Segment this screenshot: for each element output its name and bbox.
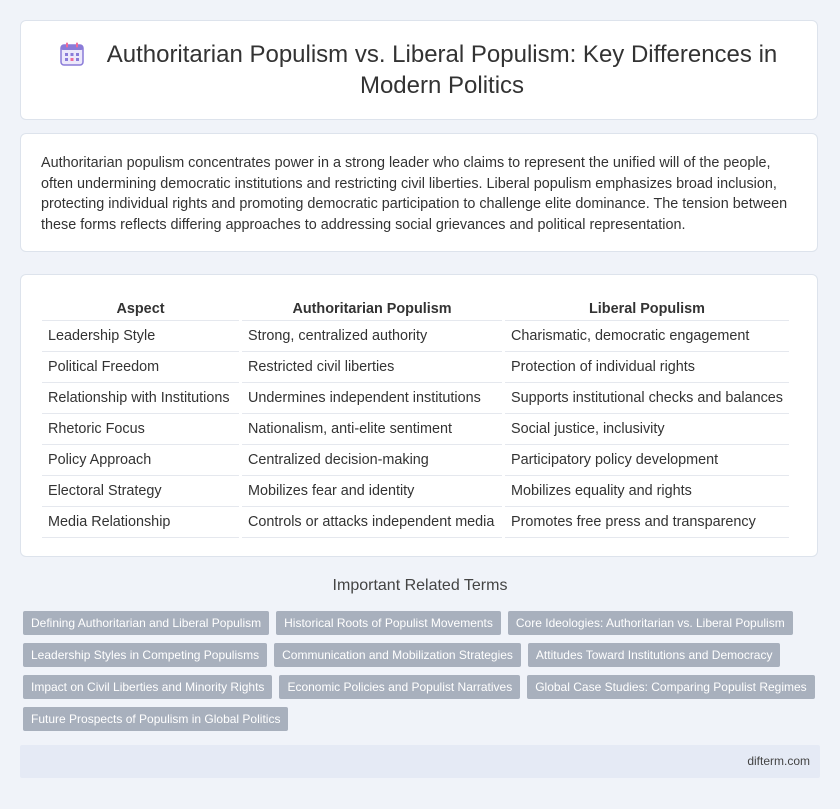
column-header-authoritarian: Authoritarian Populism — [242, 295, 502, 321]
related-term-tag[interactable]: Attitudes Toward Institutions and Democracy — [528, 643, 781, 667]
authoritarian-cell: Restricted civil liberties — [242, 352, 502, 383]
related-term-tag[interactable]: Leadership Styles in Competing Populisms — [23, 643, 267, 667]
related-term-tag[interactable]: Historical Roots of Populist Movements — [276, 611, 501, 635]
column-header-aspect: Aspect — [42, 295, 239, 321]
calendar-icon — [59, 41, 85, 67]
authoritarian-cell: Mobilizes fear and identity — [242, 476, 502, 507]
aspect-cell: Rhetoric Focus — [42, 414, 239, 445]
related-term-tag[interactable]: Future Prospects of Populism in Global Politics — [23, 707, 288, 731]
table-row — [42, 321, 789, 352]
table-row — [42, 352, 789, 383]
authoritarian-cell: Nationalism, anti-elite sentiment — [242, 414, 502, 445]
table-row — [42, 383, 789, 414]
table-row — [42, 445, 789, 476]
comparison-table-card — [20, 274, 818, 557]
table-row — [42, 507, 789, 538]
column-header-liberal: Liberal Populism — [505, 295, 789, 321]
aspect-cell: Relationship with Institutions — [42, 383, 239, 414]
authoritarian-cell: Strong, centralized authority — [242, 321, 502, 352]
aspect-cell: Policy Approach — [42, 445, 239, 476]
authoritarian-cell: Centralized decision-making — [242, 445, 502, 476]
title-card — [20, 20, 818, 120]
liberal-cell: Mobilizes equality and rights — [505, 476, 789, 507]
aspect-cell: Media Relationship — [42, 507, 239, 538]
related-terms-list — [23, 611, 823, 739]
aspect-cell: Political Freedom — [42, 352, 239, 383]
related-term-tag[interactable]: Core Ideologies: Authoritarian vs. Liberal Populism — [508, 611, 793, 635]
liberal-cell: Participatory policy development — [505, 445, 789, 476]
liberal-cell: Promotes free press and transparency — [505, 507, 789, 538]
authoritarian-cell: Controls or attacks independent media — [242, 507, 502, 538]
related-term-tag[interactable]: Global Case Studies: Comparing Populist Regimes — [527, 675, 814, 699]
aspect-cell: Electoral Strategy — [42, 476, 239, 507]
liberal-cell: Supports institutional checks and balances — [505, 383, 789, 414]
aspect-cell: Leadership Style — [42, 321, 239, 352]
related-term-tag[interactable]: Defining Authoritarian and Liberal Populism — [23, 611, 269, 635]
liberal-cell: Charismatic, democratic engagement — [505, 321, 789, 352]
page-title: Authoritarian Populism vs. Liberal Populism: Key Differences in Modern Politics — [106, 41, 778, 99]
intro-text: Authoritarian populism concentrates power in a strong leader who claims to represent the unified will of the people, often undermining democratic institutions and restricting civil liberties. Liberal populism emphasizes broad inclusion, protecting individual rights and promoting democratic participation to challenge elite dominance. The tension between these forms reflects differing approaches to addressing social grievances and political representation. — [41, 155, 788, 233]
comparison-table — [39, 295, 792, 538]
authoritarian-cell: Undermines independent institutions — [242, 383, 502, 414]
table-header-row — [42, 295, 789, 321]
related-term-tag[interactable]: Communication and Mobilization Strategies — [274, 643, 521, 667]
liberal-cell: Social justice, inclusivity — [505, 414, 789, 445]
footer-site-link[interactable]: difterm.com — [747, 754, 810, 768]
table-row — [42, 414, 789, 445]
liberal-cell: Protection of individual rights — [505, 352, 789, 383]
related-terms-heading: Important Related Terms — [332, 577, 508, 594]
table-row — [42, 476, 789, 507]
intro-card — [20, 133, 818, 252]
footer-bar — [20, 745, 820, 778]
related-term-tag[interactable]: Economic Policies and Populist Narratives — [279, 675, 520, 699]
related-term-tag[interactable]: Impact on Civil Liberties and Minority Rights — [23, 675, 272, 699]
